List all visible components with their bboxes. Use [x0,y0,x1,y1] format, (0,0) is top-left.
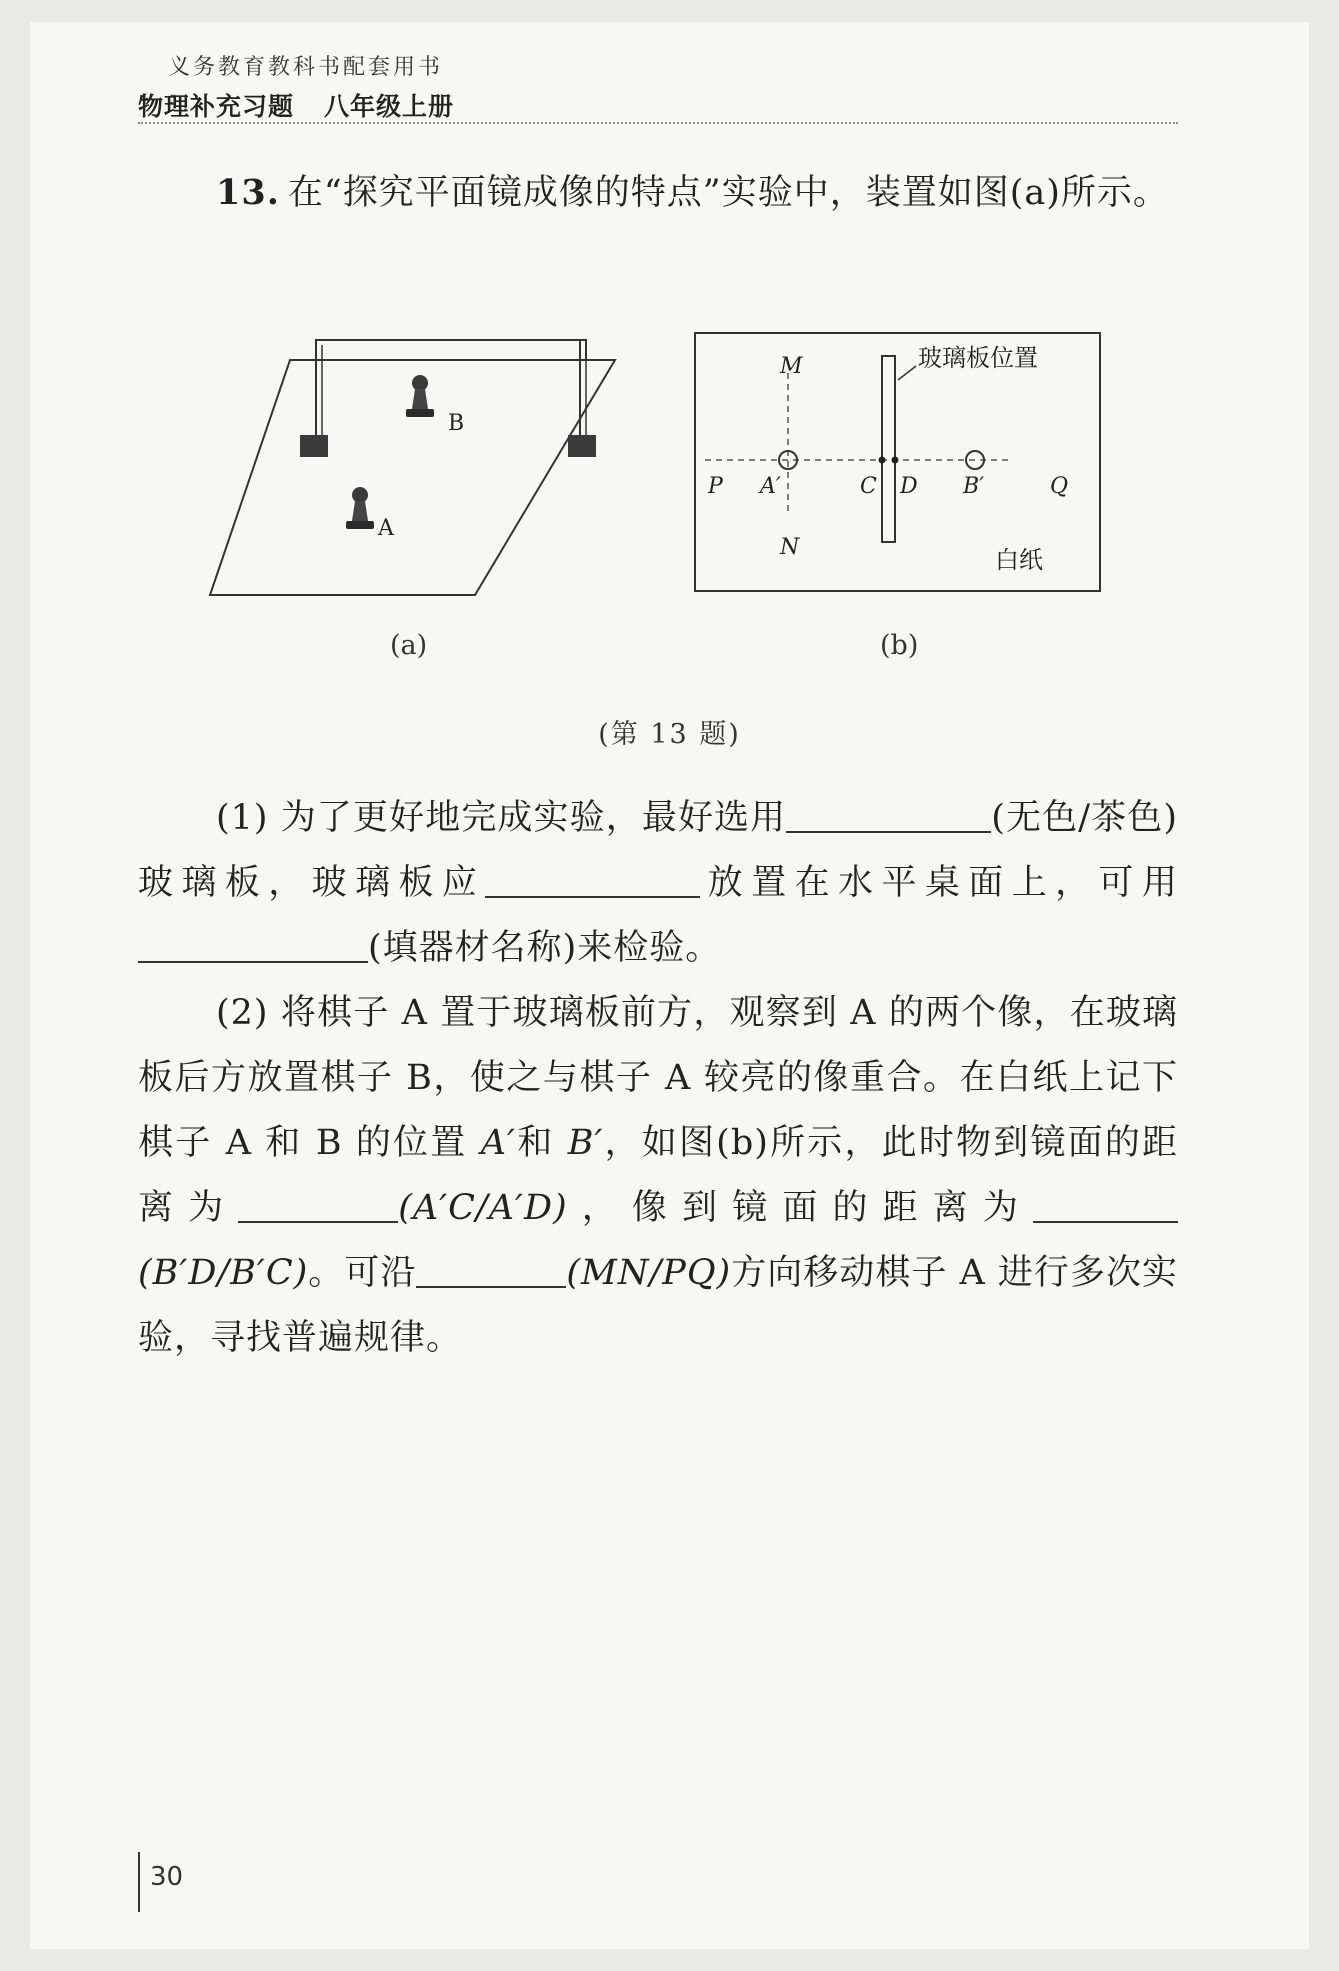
stand-right [568,435,596,457]
part2-option-1: (A′C/A′D) [398,1188,568,1228]
figure-b [690,328,1110,598]
book-title [138,87,454,123]
series-title: 义务教育教科书配套用书 [168,55,444,80]
glass-position [882,356,895,542]
label-q: Q [1050,474,1069,499]
figure-b-caption: (b) [880,630,919,661]
part2-text-6: 方向移动棋子 A 进行多次实验，寻找普遍规律。 [138,1253,1178,1358]
answer-blank-6[interactable] [416,1252,566,1288]
part2-a-prime: A′ [480,1123,516,1163]
figures-area [0,300,1339,760]
table-plane [210,360,615,595]
part2-option-2: (B′D/B′C) [138,1253,309,1293]
part1-text-3: 放置在水平桌面上，可用 [700,863,1178,903]
question-parts [138,786,1178,1371]
part2-text-4: ，像到镜面的距离为 [567,1188,1033,1228]
glass-label-leader [898,366,916,380]
figure-a-label-b: B [448,411,465,436]
label-n: N [780,535,800,560]
label-c: C [860,474,877,499]
part1-text-1: (1) 为了更好地完成实验，最好选用 [216,798,787,838]
part1-text-2: (无色/茶色)玻璃板，玻璃板应 [138,798,1178,903]
stand-left [300,435,328,457]
page-number-bar [138,1852,140,1912]
point-c-marker [879,457,886,464]
answer-blank-5[interactable] [1033,1187,1178,1223]
answer-blank-3[interactable] [138,927,368,963]
book-grade: 八年级上册 [324,92,455,121]
label-b-prime: B′ [963,474,985,499]
part-1 [138,786,1178,981]
part2-text-3: ，如图(b)所示，此时物到镜面的距离为 [138,1123,1179,1228]
answer-blank-4[interactable] [238,1187,398,1223]
question-intro [138,160,1178,226]
point-d-marker [892,457,899,464]
figure-caption: (第 13 题) [598,719,741,750]
label-d: D [900,474,918,499]
white-paper-label: 白纸 [995,546,1043,574]
label-p: P [708,474,723,499]
part-2 [138,981,1178,1371]
part2-b-prime: B′ [567,1123,604,1163]
part2-text-2: 和 [516,1123,568,1163]
page-number: 30 [150,1862,184,1892]
chess-piece-b [406,375,434,417]
label-a-prime: A′ [760,474,781,499]
figure-a-caption: (a) [390,630,428,661]
glass-plate [316,340,586,360]
part2-text-1: (2) 将棋子 A 置于玻璃板前方，观察到 A 的两个像，在玻璃板后方放置棋子 B，使之与棋子 A 较亮的像重合。在白纸上记下棋子 A 和 B 的位置 [138,993,1178,1163]
answer-blank-1[interactable] [786,797,991,833]
part2-text-5: 。可沿 [308,1253,417,1293]
answer-blank-2[interactable] [485,862,700,898]
glass-position-label: 玻璃板位置 [918,344,1038,372]
part2-option-3: (MN/PQ) [566,1253,732,1293]
question-intro-text: 在“探究平面镜成像的特点”实验中，装置如图(a)所示。 [287,173,1169,213]
chess-piece-a [346,487,374,529]
figure-a [190,335,630,605]
part1-text-4: (填器材名称)来检验。 [368,928,722,968]
label-m: M [780,354,803,379]
book-name: 物理补充习题 [138,92,295,121]
question-number: 13. [216,172,280,213]
header-divider [138,122,1178,124]
figure-a-label-a: A [378,516,394,541]
